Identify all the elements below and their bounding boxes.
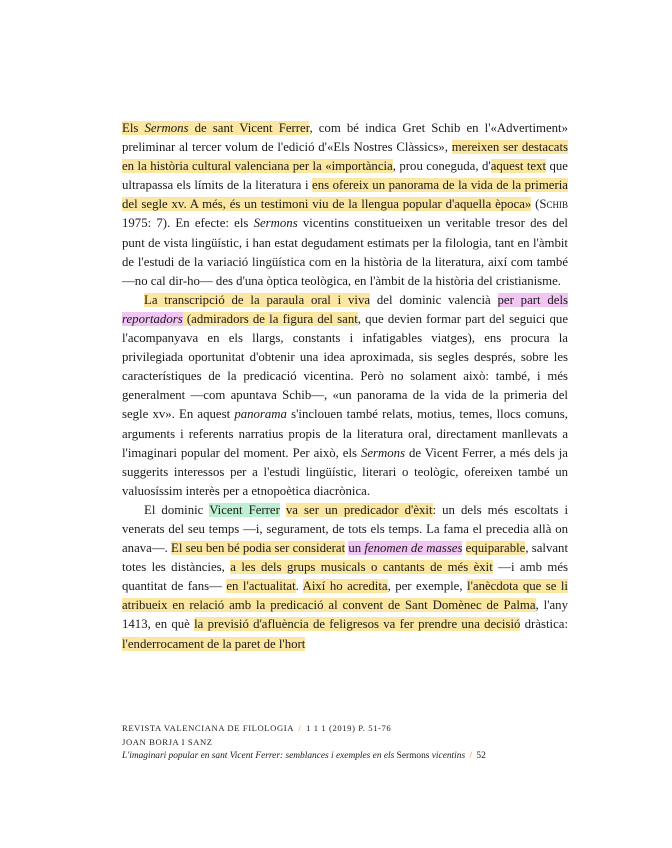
text-run: panorama [234,407,287,422]
text-run: : un dels més escoltats i venerats del seu temps —i, segurament, de tots els temps. La fama el precedia allà on anava—. [122,502,568,556]
text-run: —i amb més quantitat de fans— [122,560,568,594]
footer-article-title [122,749,568,763]
text-run: vicentins constitueixen un veritable tresor des del punt de vista lingüístic, i han estat degudament estimats per la filologia, tant en l'àmbit de l'estudi de la variació lingüística com en la història de la literatura, així com també —no cal dir-ho— des d'una òptica teològica, en l'àmbit de la història del cristianisme. [122,216,568,288]
highlighted-text: fenomen de masses [364,541,463,556]
highlighted-text: va ser un predicador d'èxit [285,502,433,517]
paragraph [122,291,568,501]
highlighted-text: Vicent Ferrer [209,502,280,517]
page-footer [122,721,568,763]
text-run: . [295,579,303,594]
footer-separator: / [469,751,473,761]
text-run: que ultrapassa els límits de la literatura i [122,159,568,193]
article-body [122,119,568,654]
highlighted-text: Sermons [144,121,189,135]
highlighted-text: per part dels [497,292,569,307]
text-run: , per exemple, [387,579,468,594]
text-run: ( [531,197,540,212]
highlighted-text: Així ho acredita [302,579,388,594]
paragraph [122,501,568,654]
footer-journal-line [122,721,568,735]
highlighted-text: en l'actualitat [226,579,296,594]
text-run: de Vicent Ferrer, a més dels ja suggerits interessos per a l'estudi lingüístic, literari o teològic, ofereixen també un valuosíssim interès per a etnopoètica diacrònica. [122,445,568,498]
highlighted-text: un [348,541,365,556]
text-run: , salvant totes les distàncies, [122,541,569,575]
highlighted-text: de sant Vicent Ferrer [188,121,310,135]
text-run: 1975: 7). En efecte: els [122,216,254,231]
journal-name: REVISTA VALENCIANA DE FILOLOGIA [122,723,294,733]
text-run: El dominic [144,502,210,517]
text-run: , l'any 1413, en què [122,598,568,632]
text-run: , com bé indica Gret Schib en l'«Advertiment» preliminar al tercer volum de l'edició d'«Els Nostres Clàssics», [122,121,568,155]
highlighted-text: La transcripció de la paraula oral i viva [144,292,371,307]
highlighted-text: l'enderrocament de la paret de l'hort [122,636,306,651]
highlighted-text: a les dels grups musicals o cantants de més èxit [230,560,493,575]
highlighted-text: mereixen ser destacats en la història cultural valenciana per la «importància [122,140,569,174]
title-upright: Sermons [396,751,430,761]
paragraph [122,119,568,291]
highlighted-text: reportadors [122,311,183,326]
title-before: L'imaginari popular en sant Vicent Ferrer: semblances i exemples en els [122,751,397,761]
text-run [280,503,286,517]
text-run: , que devien formar part del seguici que l'acompanyava en els llargs, constants i infatigables viatges), ens procura la privilegiada oportunitat d'obtenir una idea aproximada, sis segles després, sobre les característiques de la predicació vicentina. Però no solament això: també, i més generalment —com apuntava Schib—, «un panorama de la vida de la primeria del segle xv». En aquest [122,311,568,422]
highlighted-text: aquest text [490,159,547,174]
text-run: Sermons [360,445,406,460]
text-run: Sermons [253,216,298,231]
text-run: Schib [539,197,568,212]
journal-issue: 1 1 1 (2019) P. 51-76 [306,723,392,733]
highlighted-text: (admiradors de la figura del sant [182,311,358,326]
footer-separator: / [298,723,302,733]
title-after: vicentins [429,751,466,761]
text-run: , prou coneguda, d' [392,159,491,174]
highlighted-text: equiparable [465,541,526,556]
highlighted-text: la previsió d'afluència de feligresos va fer prendre una decisió [194,617,521,632]
highlighted-text: Els [122,121,145,135]
text-run: del dominic valencià [370,292,498,307]
page-number: 52 [476,751,486,761]
highlighted-text: ens ofereix un panorama de la vida de la primeria del segle xv. A més, és un testimoni viu de la llengua popular d'aquella època» [122,178,568,212]
highlighted-text: l'anècdota que se li atribueix en relació amb la predicació al convent de Sant Domènec de Palma [122,579,568,613]
footer-author: JOAN BORJA I SANZ [122,737,213,747]
highlighted-text: El seu ben bé podia ser considerat [171,541,346,556]
text-run: s'inclouen també relats, motius, temes, llocs comuns, arguments i referents narratius propis de la literatura oral, directament manllevats a l'imaginari popular del moment. Per això, els [122,407,568,460]
text-run: dràstica: [520,617,569,632]
